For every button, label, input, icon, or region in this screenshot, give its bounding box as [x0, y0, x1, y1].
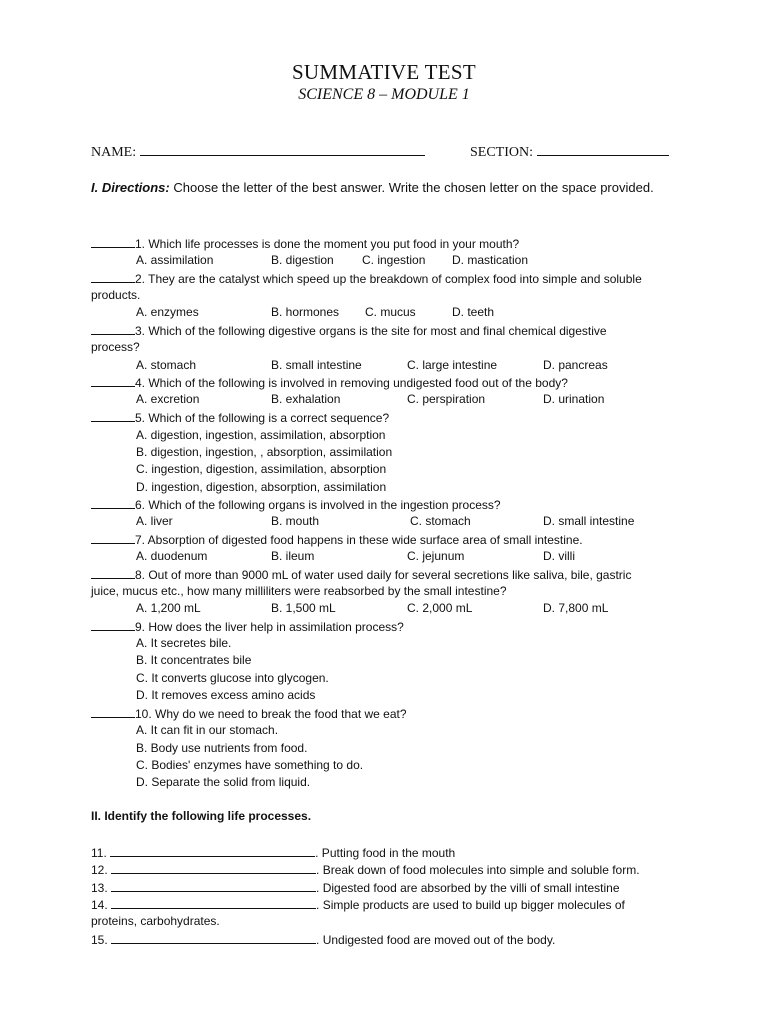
answer-blank[interactable] [91, 235, 135, 248]
option-d: D. It removes excess amino acids [136, 688, 316, 702]
item-number: 12. [91, 863, 108, 877]
directions-text: Choose the letter of the best answer. Write the chosen letter on the space provided. [169, 180, 654, 195]
option-b: B. small intestine [271, 358, 362, 372]
option-c: C. mucus [365, 305, 416, 319]
answer-blank[interactable] [91, 531, 135, 544]
option-d: D. Separate the solid from liquid. [136, 775, 311, 789]
option-c: C. 2,000 mL [407, 601, 473, 615]
option-b: B. exhalation [271, 392, 341, 406]
answer-blank[interactable] [91, 566, 135, 579]
item-text: . Digested food are absorbed by the villi of small intestine [316, 881, 620, 895]
question-text: 6. Which of the following organs is involved in the ingestion process? [135, 498, 501, 512]
answer-blank[interactable] [111, 861, 316, 874]
item-number: 14. [91, 898, 108, 912]
option-b: B. 1,500 mL [271, 601, 336, 615]
answer-blank[interactable] [91, 374, 135, 387]
option-c: C. stomach [410, 514, 471, 528]
section-field[interactable] [470, 142, 669, 161]
item-text: . Putting food in the mouth [315, 846, 456, 860]
question-text: 8. Out of more than 9000 mL of water used daily for several secretions like saliva, bile, gastric [135, 568, 632, 582]
identify-item-12 [91, 861, 640, 878]
option-a: A. enzymes [136, 305, 199, 319]
identify-item-13 [91, 879, 620, 896]
answer-blank[interactable] [111, 879, 316, 892]
option-d: D. mastication [452, 253, 529, 267]
identify-item-15 [91, 931, 555, 948]
question-2 [91, 270, 642, 287]
question-text: 5. Which of the following is a correct sequence? [135, 411, 390, 425]
option-b: B. hormones [271, 305, 340, 319]
question-5 [91, 409, 389, 426]
answer-blank[interactable] [91, 618, 135, 631]
part2-heading: II. Identify the following life processes. [91, 809, 312, 823]
option-a: A. excretion [136, 392, 200, 406]
question-8 [91, 566, 631, 583]
name-field[interactable] [91, 142, 425, 161]
question-text: 7. Absorption of digested food happens in these wide surface area of small intestine. [135, 533, 583, 547]
option-c: C. large intestine [407, 358, 498, 372]
answer-blank[interactable] [91, 705, 135, 718]
option-c: C. jejunum [407, 549, 465, 563]
answer-blank[interactable] [91, 409, 135, 422]
question-text: 10. Why do we need to break the food that we eat? [135, 707, 407, 721]
option-c: C. perspiration [407, 392, 486, 406]
option-b: B. Body use nutrients from food. [136, 741, 308, 755]
question-text: 9. How does the liver help in assimilation process? [135, 620, 404, 634]
question-text-cont: process? [91, 340, 140, 354]
option-c: C. ingestion, digestion, assimilation, absorption [136, 462, 387, 476]
option-b: B. digestion, ingestion, , absorption, assimilation [136, 445, 393, 459]
option-d: D. 7,800 mL [543, 601, 609, 615]
question-text: 4. Which of the following is involved in removing undigested food out of the body? [135, 376, 568, 390]
option-d: D. pancreas [543, 358, 608, 372]
page-title: SUMMATIVE TEST [291, 60, 477, 84]
item-text: . Break down of food molecules into simple and soluble form. [316, 863, 640, 877]
option-b: B. mouth [271, 514, 320, 528]
option-a: A. 1,200 mL [136, 601, 201, 615]
section-label: SECTION: [470, 145, 533, 160]
answer-blank[interactable] [91, 322, 135, 335]
item-number: 15. [91, 933, 108, 947]
answer-blank[interactable] [111, 931, 316, 944]
option-d: D. urination [543, 392, 605, 406]
answer-blank[interactable] [111, 896, 316, 909]
item-text: . Simple products are used to build up bigger molecules of [316, 898, 625, 912]
answer-blank[interactable] [91, 496, 135, 509]
option-b: B. ileum [271, 549, 315, 563]
question-4 [91, 374, 568, 391]
question-text: 2. They are the catalyst which speed up the breakdown of complex food into simple and soluble [135, 272, 642, 286]
question-text-cont: products. [91, 288, 141, 302]
question-text: 3. Which of the following digestive organs is the site for most and final chemical digestive [135, 324, 607, 338]
option-c: C. It converts glucose into glycogen. [136, 671, 329, 685]
directions-label: I. Directions: [91, 180, 170, 195]
option-a: A. digestion, ingestion, assimilation, absorption [136, 428, 386, 442]
name-blank[interactable] [140, 142, 425, 156]
identify-item-14 [91, 896, 625, 913]
option-b: B. digestion [271, 253, 334, 267]
option-a: A. stomach [136, 358, 197, 372]
section-blank[interactable] [537, 142, 669, 156]
identify-item-11 [91, 844, 455, 861]
option-a: A. It can fit in our stomach. [136, 723, 279, 737]
option-d: D. teeth [452, 305, 495, 319]
option-a: A. duodenum [136, 549, 208, 563]
question-text: 1. Which life processes is done the moment you put food in your mouth? [135, 237, 520, 251]
option-a: A. liver [136, 514, 173, 528]
option-d: D. small intestine [543, 514, 635, 528]
item-number: 13. [91, 881, 108, 895]
option-d: D. villi [543, 549, 575, 563]
option-d: D. ingestion, digestion, absorption, assimilation [136, 480, 387, 494]
question-1 [91, 235, 519, 252]
answer-blank[interactable] [110, 844, 315, 857]
option-c: C. ingestion [362, 253, 426, 267]
option-c: C. Bodies' enzymes have something to do. [136, 758, 364, 772]
question-10 [91, 705, 407, 722]
question-7 [91, 531, 583, 548]
question-text-cont: juice, mucus etc., how many milliliters were reabsorbed by the small intestine? [91, 584, 507, 598]
item-text: . Undigested food are moved out of the body. [316, 933, 556, 947]
option-b: B. It concentrates bile [136, 653, 252, 667]
item-number: 11. [91, 846, 107, 860]
option-a: A. assimilation [136, 253, 214, 267]
answer-blank[interactable] [91, 270, 135, 283]
question-3 [91, 322, 607, 339]
question-9 [91, 618, 404, 635]
directions [91, 178, 691, 197]
question-6 [91, 496, 501, 513]
page-subtitle: SCIENCE 8 – MODULE 1 [298, 86, 470, 103]
item-text-cont: proteins, carbohydrates. [91, 914, 220, 928]
name-label: NAME: [91, 145, 137, 160]
option-a: A. It secretes bile. [136, 636, 232, 650]
